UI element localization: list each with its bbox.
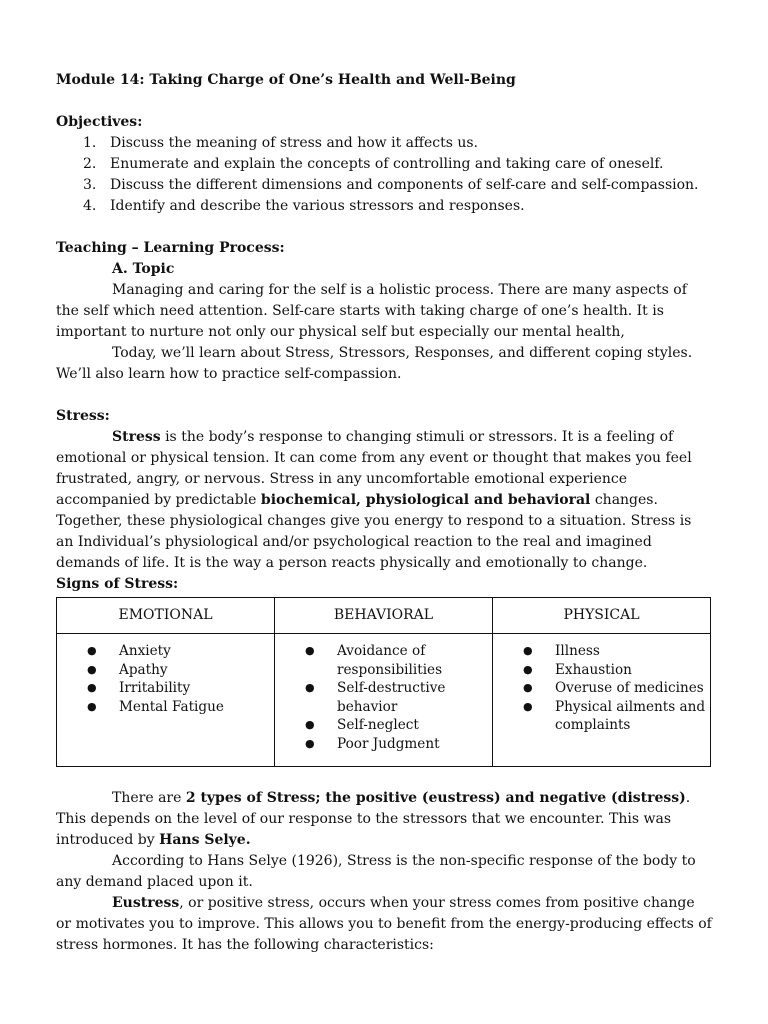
list-item: ● Physical ailments and complaints <box>499 698 706 735</box>
list-item: ● Exhaustion <box>499 661 706 680</box>
types-bold: 2 types of Stress; the positive (eustress) and negative (distress) <box>185 790 686 806</box>
list-item: ● Self-neglect <box>281 716 488 735</box>
list-item: 2. Enumerate and explain the concepts of controlling and taking care of oneself. <box>83 156 664 172</box>
stress-term: Stress <box>112 429 161 445</box>
topic-paragraph-1: Managing and caring for the self is a holistic process. There are many aspects of the self which need attention. Self-care starts with taking charge of one’s health. It is important to nurture not only our physical self but especially our mental health, <box>56 282 687 340</box>
list-item: 4. Identify and describe the various stressors and responses. <box>83 198 525 214</box>
page-title: Module 14: Taking Charge of One’s Health and Well-Being <box>56 72 516 88</box>
topic-subheading: A. Topic <box>112 261 175 277</box>
objectives-list <box>56 133 712 217</box>
emotional-cell <box>57 634 275 767</box>
selye-paragraph: According to Hans Selye (1926), Stress is the non-specific response of the body to any demand placed upon it. <box>56 853 696 890</box>
table-header-row <box>57 598 711 634</box>
eustress-term: Eustress <box>112 895 180 911</box>
list-item: ● Illness <box>499 642 706 661</box>
list-item: ● Overuse of medicines <box>499 679 706 698</box>
stress-definition-paragraph: Stress is the body’s response to changing stimuli or stressors. It is a feeling of emotional or physical tension. It can come from any event or thought that makes you feel frustrated, angry, or nervous. Stress in any uncomfortable emotional experience accompanied by predictable biochemical, physiological and behavioral changes. Together, these physiological changes give you energy to respond to a situation. Stress is an Individual’s physiological and/or psychological reaction to the real and imagined demands of life. It is the way a person reacts physically and emotionally to change. <box>56 429 692 571</box>
list-item: ● Apathy <box>63 661 270 680</box>
signs-of-stress-table <box>56 597 711 767</box>
list-item: 3. Discuss the different dimensions and components of self-care and self-compassion. <box>83 177 699 193</box>
teaching-heading: Teaching – Learning Process: <box>56 240 285 256</box>
list-item: ● Self-destructive behavior <box>281 679 488 716</box>
topic-paragraph-2: Today, we’ll learn about Stress, Stressors, Responses, and different coping styles. We’ll also learn how to practice self-compassion. <box>56 345 693 382</box>
hans-selye-bold: Hans Selye. <box>159 832 251 848</box>
column-header-physical: PHYSICAL <box>493 598 711 634</box>
list-item: ● Poor Judgment <box>281 735 488 754</box>
column-header-behavioral: BEHAVIORAL <box>275 598 493 634</box>
list-item: ● Mental Fatigue <box>63 698 270 717</box>
objectives-heading: Objectives: <box>56 114 143 130</box>
physical-cell <box>493 634 711 767</box>
types-paragraph: There are 2 types of Stress; the positive (eustress) and negative (distress). This depends on the level of our response to the stressors that we encounter. This was introduced by Hans Selye. <box>56 790 691 848</box>
table-row <box>57 634 711 767</box>
list-item: ● Avoidance of responsibilities <box>281 642 488 679</box>
stress-heading: Stress: <box>56 408 110 424</box>
behavioral-cell <box>275 634 493 767</box>
column-header-emotional: EMOTIONAL <box>57 598 275 634</box>
eustress-paragraph: Eustress, or positive stress, occurs when your stress comes from positive change or motivates you to improve. This allows you to benefit from the energy-producing effects of stress hormones. It has the following characteristics: <box>56 895 712 953</box>
bold-changes: biochemical, physiological and behavioral <box>260 492 591 508</box>
list-item: 1. Discuss the meaning of stress and how it affects us. <box>83 135 478 151</box>
signs-heading: Signs of Stress: <box>56 576 179 592</box>
list-item: ● Irritability <box>63 679 270 698</box>
list-item: ● Anxiety <box>63 642 270 661</box>
